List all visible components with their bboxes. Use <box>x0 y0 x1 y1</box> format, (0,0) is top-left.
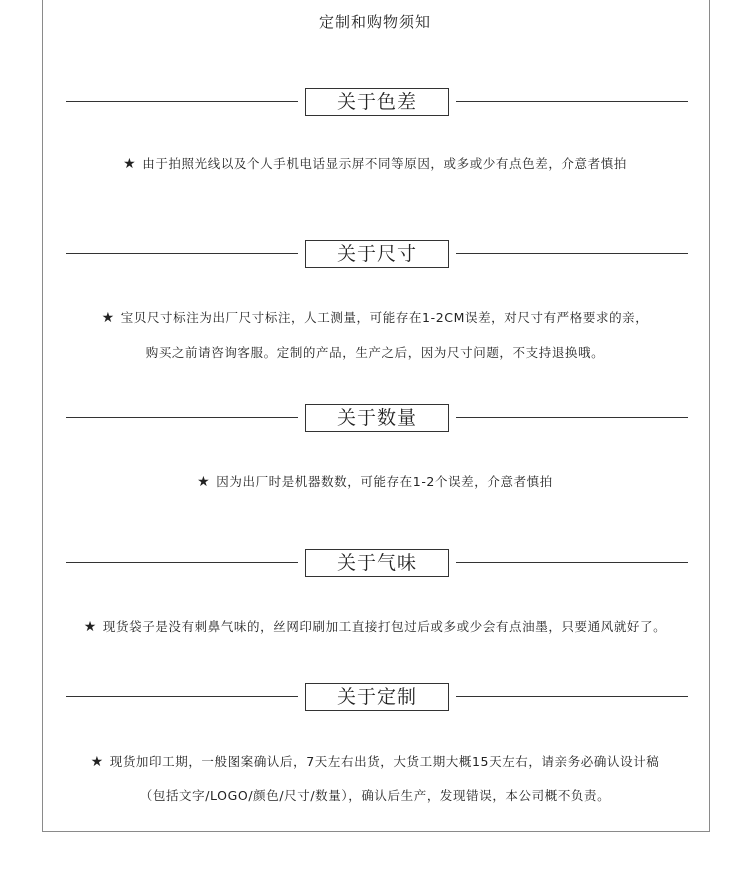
note-text: 购买之前请咨询客服。定制的产品，生产之后，因为尺寸问题，不支持退换哦。 <box>145 345 605 360</box>
note-line <box>0 154 750 172</box>
divider-line-right <box>456 696 688 697</box>
star-icon: ★ <box>90 754 104 770</box>
note-line <box>0 472 750 490</box>
section-header-customization <box>0 683 750 711</box>
note-text: 由于拍照光线以及个人手机电话显示屏不同等原因，或多或少有点色差，介意者慎拍 <box>142 156 627 171</box>
note-line <box>0 752 750 770</box>
note-text: 宝贝尺寸标注为出厂尺寸标注，人工测量，可能存在1-2CM误差，对尺寸有严格要求的亲， <box>120 310 649 325</box>
page-title: 定制和购物须知 <box>318 13 431 31</box>
note-text: 现货加印工期，一般图案确认后，7天左右出货，大货工期大概15天左右，请亲务必确认设计稿 <box>109 754 660 769</box>
divider-line-left <box>66 417 298 418</box>
section-heading: 关于气味 <box>305 549 449 577</box>
section-header-smell <box>0 549 750 577</box>
divider-line-right <box>456 101 688 102</box>
divider-line-left <box>66 696 298 697</box>
section-heading: 关于色差 <box>305 88 449 116</box>
divider-line-left <box>66 101 298 102</box>
star-icon: ★ <box>101 310 115 326</box>
section-header-quantity <box>0 404 750 432</box>
divider-line-left <box>66 562 298 563</box>
section-heading: 关于尺寸 <box>305 240 449 268</box>
section-heading: 关于数量 <box>305 404 449 432</box>
section-header-color-difference <box>0 88 750 116</box>
note-line <box>0 786 750 804</box>
note-text: 现货袋子是没有刺鼻气味的，丝网印刷加工直接打包过后或多或少会有点油墨，只要通风就好了。 <box>102 619 667 634</box>
note-line <box>0 617 750 635</box>
divider-line-right <box>456 417 688 418</box>
section-heading: 关于定制 <box>305 683 449 711</box>
section-header-size <box>0 240 750 268</box>
star-icon: ★ <box>123 156 137 172</box>
note-text: 因为出厂时是机器数数，可能存在1-2个误差，介意者慎拍 <box>216 474 553 489</box>
divider-line-left <box>66 253 298 254</box>
divider-line-right <box>456 253 688 254</box>
star-icon: ★ <box>197 474 211 490</box>
note-line <box>0 343 750 361</box>
note-text: （包括文字/LOGO/颜色/尺寸/数量），确认后生产，发现错误，本公司概不负责。 <box>139 788 611 803</box>
star-icon: ★ <box>83 619 97 635</box>
note-line <box>0 308 750 326</box>
divider-line-right <box>456 562 688 563</box>
